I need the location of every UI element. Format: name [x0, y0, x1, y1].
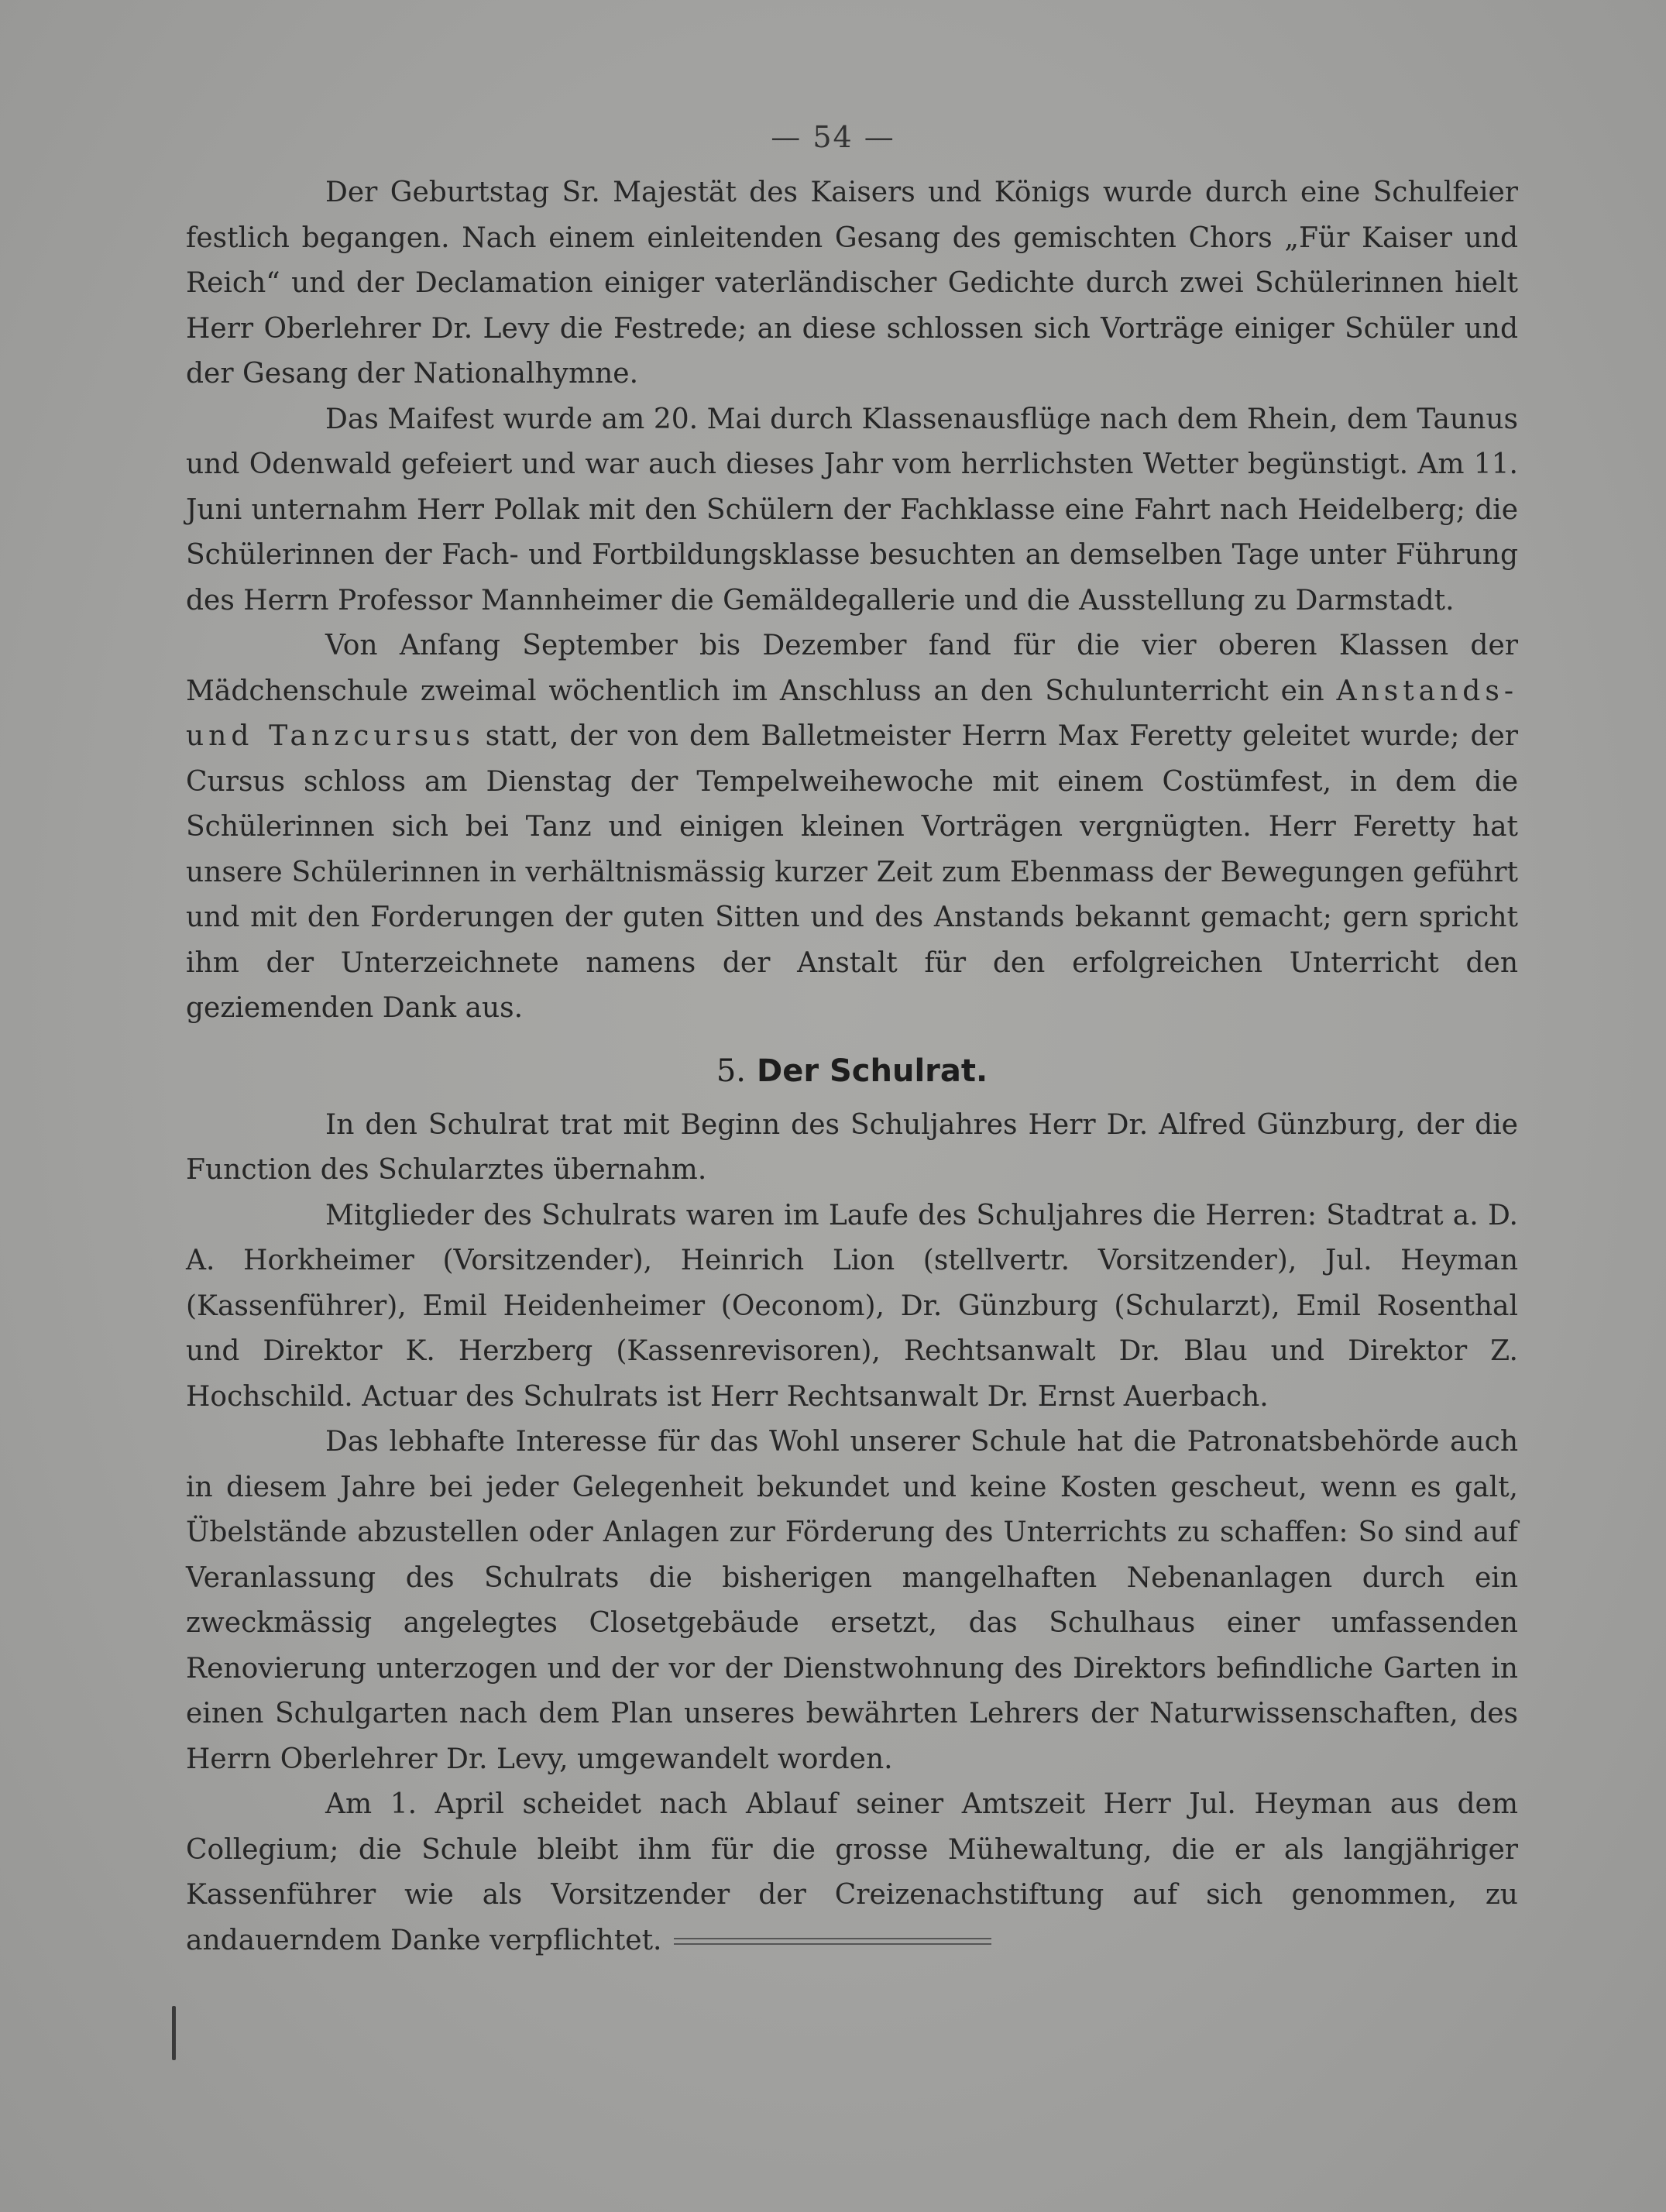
margin-pencil-mark: [172, 2006, 176, 2060]
closing-rule-line-top: [674, 1938, 991, 1939]
section-title: Der Schulrat.: [756, 1053, 988, 1089]
paragraph-kaiser-geburtstag: Der Geburtstag Sr. Majestät des Kaisers und Königs wurde durch eine Schulfeier festlich begangen. Nach einem einleitenden Gesang des gemischten Chors „Für Kaiser und Reich“ und der Declamation einiger vaterländischer Gedichte durch zwei Schülerinnen hielt Herr Oberlehrer Dr. Levy die Festrede; an diese schlossen sich Vorträge einiger Schüler und der Gesang der Nationalhymne.: [186, 177, 1518, 390]
paragraph-tanzcursus: [186, 623, 1518, 1032]
paragraph-heyman-abschied: Am 1. April scheidet nach Ablauf seiner Amtszeit Herr Jul. Heyman aus dem Collegium; die Schule bleibt ihm für die grosse Mühewaltung, die er als langjähriger Kassenführer wie als Vorsitzender der Creizenachstiftung auf sich genommen, zu andauerndem Danke verpflichtet.: [186, 1788, 1518, 1956]
tanzcursus-text-after: statt, der von dem Balletmeister Herrn Max Feretty geleitet wurde; der Cursus schloss am Dienstag der Tempelweihewoche mit einem Costümfest, in dem die Schülerinnen sich bei Tanz und einigen kleinen Vorträgen vergnügten. Herr Feretty hat unsere Schülerinnen in verhältnismässig kurzer Zeit zum Ebenmass der Bewegungen geführt und mit den Forderungen der guten Sitten und des Anstands bekannt gemacht; gern spricht ihm der Unterzeichnete namens der Anstalt für den erfolgreichen Unterricht den geziemenden Dank aus.: [186, 720, 1519, 1024]
paragraph-schularzt: In den Schulrat trat mit Beginn des Schuljahres Herr Dr. Alfred Günzburg, der die Function des Schularztes übernahm.: [186, 1108, 1518, 1186]
section-number: 5.: [716, 1053, 746, 1089]
section-heading-schulrat: [186, 1049, 1518, 1094]
paragraph-maifest: Das Maifest wurde am 20. Mai durch Klassenausflüge nach dem Rhein, dem Taunus und Odenwald gefeiert und war auch dieses Jahr vom herrlichsten Wetter begünstigt. Am 11. Juni unternahm Herr Pollak mit den Schülern der Fachklasse eine Fahrt nach Heidelberg; die Schülerinnen der Fach- und Fortbildungsklasse besuchten an demselben Tage unter Führung des Herrn Professor Mannheimer die Gemäldegallerie und die Ausstellung zu Darmstadt.: [186, 403, 1518, 617]
tanzcursus-spaced-term: Anstands- und Tanzcursus: [186, 675, 1518, 752]
closing-rule-line-bottom: [674, 1943, 991, 1945]
tanzcursus-text-before: Von Anfang September bis Dezember fand für die vier oberen Klassen der Mädchenschule zweimal wöchentlich im Anschluss an den Schulunterricht ein: [186, 630, 1518, 707]
page-number: — 54 —: [771, 120, 895, 154]
paragraph-mitglieder: Mitglieder des Schulrats waren im Laufe des Schuljahres die Herren: Stadtrat a. D. A. Horkheimer (Vorsitzender), Heinrich Lion (stellvertr. Vorsitzender), Jul. Heyman (Kassenführer), Emil Heidenheimer (Oeconom), Dr. Günzburg (Schularzt), Emil Rosenthal und Direktor K. Herzberg (Kassenrevisoren), Rechtsanwalt Dr. Blau und Direktor Z. Hochschild. Actuar des Schulrats ist Herr Rechtsanwalt Dr. Ernst Auerbach.: [186, 1199, 1518, 1413]
closing-double-rule: [674, 1936, 991, 1947]
paragraph-patronatsbehoerde: Das lebhafte Interesse für das Wohl unserer Schule hat die Patronatsbehörde auch in diesem Jahre bei jeder Gelegenheit bekundet und keine Kosten gescheut, wenn es galt, Übelstände abzustellen oder Anlagen zur Förderung des Unterrichts zu schaffen: So sind auf Veranlassung des Schulrats die bisherigen mangelhaften Nebenanlagen durch ein zweckmässig angelegtes Closetgebäude ersetzt, das Schulhaus einer umfassenden Renovierung unterzogen und der vor der Dienstwohnung des Direktors befindliche Garten in einen Schulgarten nach dem Plan unseres bewährten Lehrers der Naturwissenschaften, des Herrn Oberlehrer Dr. Levy, umgewandelt worden.: [186, 1426, 1518, 1775]
page-body: [186, 170, 1518, 1963]
